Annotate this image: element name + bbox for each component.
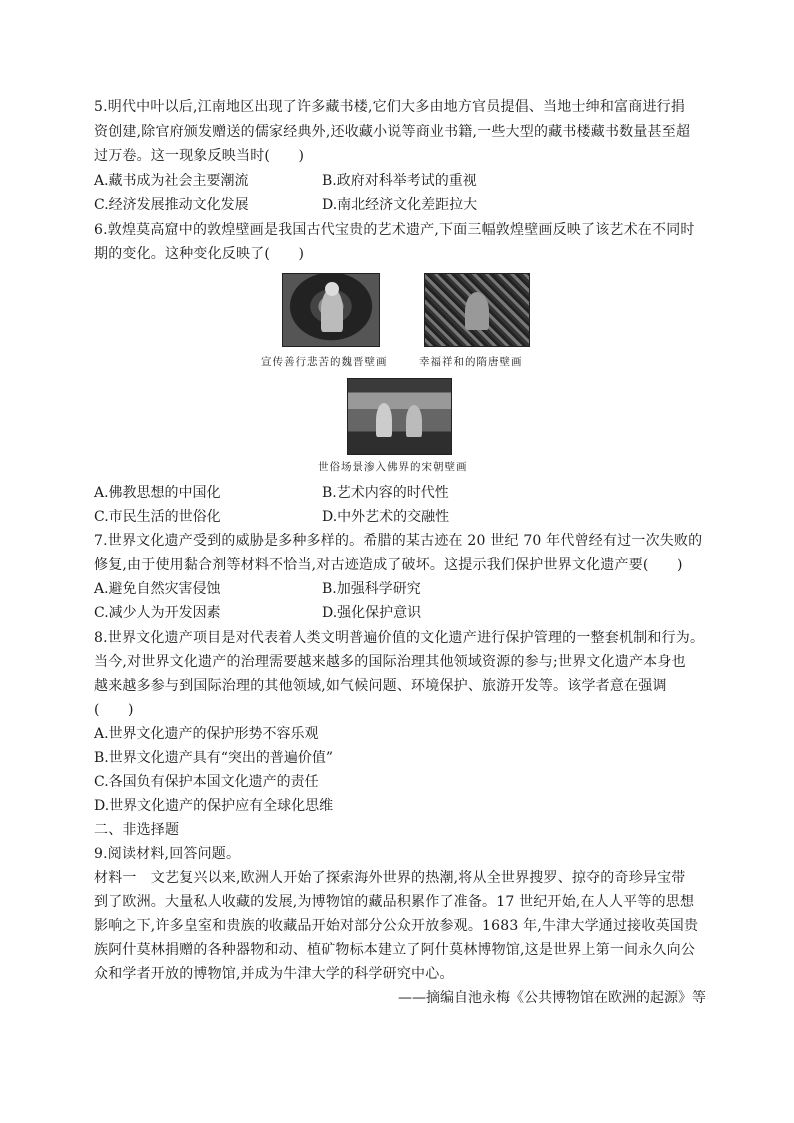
q8-option-c: C.各国负有保护本国文化遗产的责任 — [94, 774, 319, 790]
q7-option-b: B.加强科学研究 — [322, 581, 421, 597]
q7-option-a: A.避免自然灾害侵蚀 — [94, 581, 221, 597]
q7-option-d: D.强化保护意识 — [322, 605, 422, 621]
song-mural-caption: 世俗场景渗入佛界的宋朝壁画 — [318, 461, 468, 473]
section-heading: 二、非选择题 — [94, 822, 180, 838]
sui-tang-mural-caption: 幸福祥和的隋唐壁画 — [419, 356, 523, 368]
q5-option-b: B.政府对科举考试的重视 — [322, 173, 477, 189]
q8-line-3: 越来越多参与到国际治理的其他领域,如气候问题、环境保护、旅游开发等。该学者意在强调 — [94, 678, 667, 694]
q6-option-a: A.佛教思想的中国化 — [94, 485, 221, 501]
q7-line-2: 修复,由于使用黏合剂等材料不恰当,对古迹造成了破坏。这提示我们保护世界文化遗产要( ) — [94, 557, 683, 573]
song-mural-image — [347, 378, 452, 455]
sui-tang-mural-image — [424, 273, 530, 347]
q6-option-d: D.中外艺术的交融性 — [322, 509, 450, 525]
wei-jin-mural-caption: 宣传善行悲苦的魏晋壁画 — [261, 356, 388, 368]
q9-stem: 9.阅读材料,回答问题。 — [94, 846, 241, 862]
q8-line-2: 当今,对世界文化遗产的治理需要越来越多的国际治理其他领域资源的参与;世界文化遗产本身也 — [94, 654, 686, 670]
q6-line-2: 期的变化。这种变化反映了( ) — [94, 246, 305, 262]
q5-line-1: 5.明代中叶以后,江南地区出现了许多藏书楼,它们大多由地方官员提倡、当地士绅和富商进行捐 — [94, 99, 686, 115]
q7-option-c: C.减少人为开发因素 — [94, 605, 221, 621]
q8-line-4: ( ) — [94, 702, 134, 718]
q5-option-c: C.经济发展推动文化发展 — [94, 197, 249, 213]
q5-line-2: 资创建,除官府颁发赠送的儒家经典外,还收藏小说等商业书籍,一些大型的藏书楼藏书数量甚至超 — [94, 124, 691, 140]
q9-source-citation: ——摘编自池永梅《公共博物馆在欧洲的起源》等 — [398, 990, 706, 1006]
q9-material-line-4: 族阿什莫林捐赠的各种器物和动、植矿物标本建立了阿什莫林博物馆,这是世界上第一间永久向公 — [94, 942, 696, 958]
q6-option-b: B.艺术内容的时代性 — [322, 485, 449, 501]
q6-line-1: 6.敦煌莫高窟中的敦煌壁画是我国古代宝贵的艺术遗产,下面三幅敦煌壁画反映了该艺术在不同时 — [94, 222, 695, 238]
q5-option-d: D.南北经济文化差距拉大 — [322, 197, 478, 213]
q9-material-line-5: 众和学者开放的博物馆,并成为牛津大学的科学研究中心。 — [94, 966, 454, 982]
q8-option-b: B.世界文化遗产具有“突出的普遍价值” — [94, 750, 334, 766]
q8-option-d: D.世界文化遗产的保护应有全球化思维 — [94, 798, 334, 814]
q8-option-a: A.世界文化遗产的保护形势不容乐观 — [94, 726, 319, 742]
q7-line-1: 7.世界文化遗产受到的威胁是多种多样的。希腊的某古迹在 20 世纪 70 年代曾经有过一次失败的 — [94, 533, 703, 549]
q9-material-line-2: 到了欧洲。大量私人收藏的发展,为博物馆的藏品积累作了准备。17 世纪开始,在人人平等的思想 — [94, 894, 695, 910]
q5-option-a: A.藏书成为社会主要潮流 — [94, 173, 249, 189]
q8-line-1: 8.世界文化遗产项目是对代表着人类文明普遍价值的文化遗产进行保护管理的一整套机制和行为。 — [94, 630, 705, 646]
q6-option-c: C.市民生活的世俗化 — [94, 509, 221, 525]
wei-jin-mural-image — [282, 273, 380, 347]
q5-line-3: 过万卷。这一现象反映当时( ) — [94, 148, 305, 164]
q9-material-line-1: 材料一 文艺复兴以来,欧洲人开始了探索海外世界的热潮,将从全世界搜罗、掠夺的奇珍异宝带 — [94, 870, 686, 886]
q9-material-line-3: 影响之下,许多皇室和贵族的收藏品开始对部分公众开放参观。1683 年,牛津大学通过接收英国贵 — [94, 918, 699, 934]
